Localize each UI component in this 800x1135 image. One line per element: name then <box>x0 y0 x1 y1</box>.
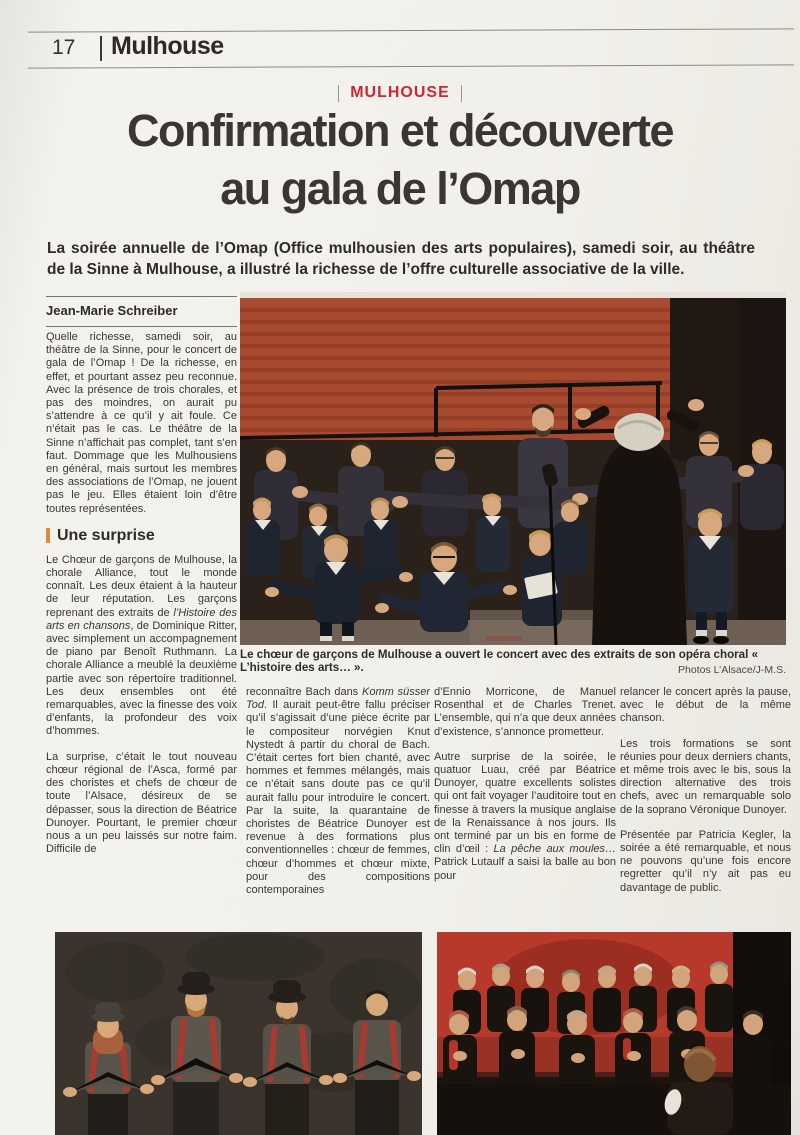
headline <box>0 102 800 218</box>
photo-caption: Le chœur de garçons de Mulhouse a ouvert le concert avec des extraits de son opéra choral « L’histoire des arts… ». <box>240 648 759 674</box>
article-paragraph: reconnaître Bach dans Komm süsser Tod. Il aurait peut-être fallu préciser qu’il s’agissait d’une pièce écrite par le compositeur norvégien Knut Nystedt à partir du choral de Bach. C’était certes fort bien chanté, avec hommes et femmes mélangés, mais ce n’était sans doute pas ce qu’il aurait fallu pour introduire le concert. Par la suite, la quarantaine de choristes de Béatrice Dunoyer est revenue à des formations plus conventionnelles : chœur de femmes, chœur d’hommes et chœur mixte, pour des compositions contemporaines <box>246 686 430 897</box>
article-column-2 <box>246 686 430 932</box>
article-paragraph: Le Chœur de garçons de Mulhouse, la chorale Alliance, tout le monde connaît. Les deux étaient à la hauteur de leur réputation. Les garçons reprenant des extraits de l’Histoire des arts en chansons, de Dominique Ritter, avec simplement un accompagnement de piano par Benoît Ruthmann. La chorale Alliance a meublé la deuxième partie avec son répertoire traditionnel. Les deux ensembles ont été remarquables, avec la finesse des voix d’enfants, la profondeur des voix d’hommes. <box>46 553 237 738</box>
byline: Jean-Marie Schreiber <box>46 303 178 318</box>
headline-line-2: au gala de l’Omap <box>220 163 580 214</box>
article-paragraph: d’Ennio Morricone, de Manuel Rosenthal et de Charles Trenet. L’ensemble, qui n’a que deux années d’existence, s’annonce prometteur. <box>434 686 616 738</box>
kicker-label: MULHOUSE <box>350 84 450 101</box>
bottom-left-photo-quartet <box>55 932 422 1135</box>
kicker-divider <box>338 85 339 102</box>
quartet-illustration <box>55 932 422 1135</box>
section-title: Mulhouse <box>111 32 224 60</box>
byline-block <box>46 296 237 327</box>
article-column-3 <box>434 686 616 932</box>
article-paragraph: La surprise, c’était le tout nouveau chœur régional de l’Asca, formé par des choristes et chefs de chœur de toute l’Alsace, désireux de se dépasser, sous la direction de Béatrice Dunoyer. Pourtant, le premier chœur nous a un peu laissés sur notre faim. Difficile de <box>46 750 237 856</box>
subhead-marker-icon <box>46 528 50 543</box>
adult-choir-illustration <box>437 932 791 1135</box>
photo-credit: Photos L’Alsace/J-M.S. <box>678 664 786 676</box>
article-column-4 <box>620 686 791 932</box>
page-number: 17 <box>52 36 76 59</box>
front-shadow <box>437 1084 791 1135</box>
article-paragraph: Quelle richesse, samedi soir, au théâtre de la Sinne, pour le concert de gala de l’Omap ! De la richesse, en effet, et pourtant assez peu reconnue. Avec la présence de trois chorales, et pas des moindres, on aurait pu s’attendre à ce qu’il y ait foule. Ce n’était pas le cas. Le théâtre de la Sinne n’affichait pas complet, tant s’en faut. Dommage que les Mulhousiens en général, mais surtout les membres des associations de l’Omap, ne jouent pas le jeu. Elles étaient loin d’être toutes représentées. <box>46 331 237 515</box>
article-paragraph: Les trois formations se sont réunies pour deux derniers chants, et même trois avec le bis, sous la direction alternative des trois chefs, avec un remarquable solo de la soprano Véronique Dunoyer. <box>620 737 791 816</box>
main-photo-boys-choir <box>240 292 786 645</box>
bottom-right-photo-adult-choir <box>437 932 791 1135</box>
kicker <box>0 84 800 102</box>
section-subhead <box>46 528 237 543</box>
header-rule <box>28 64 794 68</box>
headline-line-1: Confirmation et découverte <box>126 105 674 156</box>
article-paragraph: relancer le concert après la pause, avec le début de la même chanson. <box>620 686 791 725</box>
article-paragraph: Autre surprise de la soirée, le quatuor Luau, créé par Béatrice Dunoyer, quatre excellents solistes qui ont fait voyager l’auditoire tout en finesse à travers la musique anglaise de la Renaissance à nos jours. Ils ont terminé par un bis en forme de clin d’œil : La pêche aux moules… Patrick Lutaulf a saisi la balle au bon pour <box>434 750 616 882</box>
article-column-1 <box>46 331 237 930</box>
article-paragraph: Présentée par Patricia Kegler, la soirée a été remarquable, et nous ne pouvons qu’une fois encore regretter qu’il n’y ait pas eu davantage de public. <box>620 828 791 894</box>
boys-choir-illustration <box>240 292 786 645</box>
kicker-divider <box>461 85 462 102</box>
header-divider <box>100 36 102 61</box>
lede: La soirée annuelle de l’Omap (Office mulhousien des arts populaires), samedi soir, au théâtre de la Sinne à Mulhouse, a illustré la richesse de l’offre culturelle associative de la ville. <box>47 240 755 278</box>
subhead-label: Une surprise <box>57 526 155 544</box>
